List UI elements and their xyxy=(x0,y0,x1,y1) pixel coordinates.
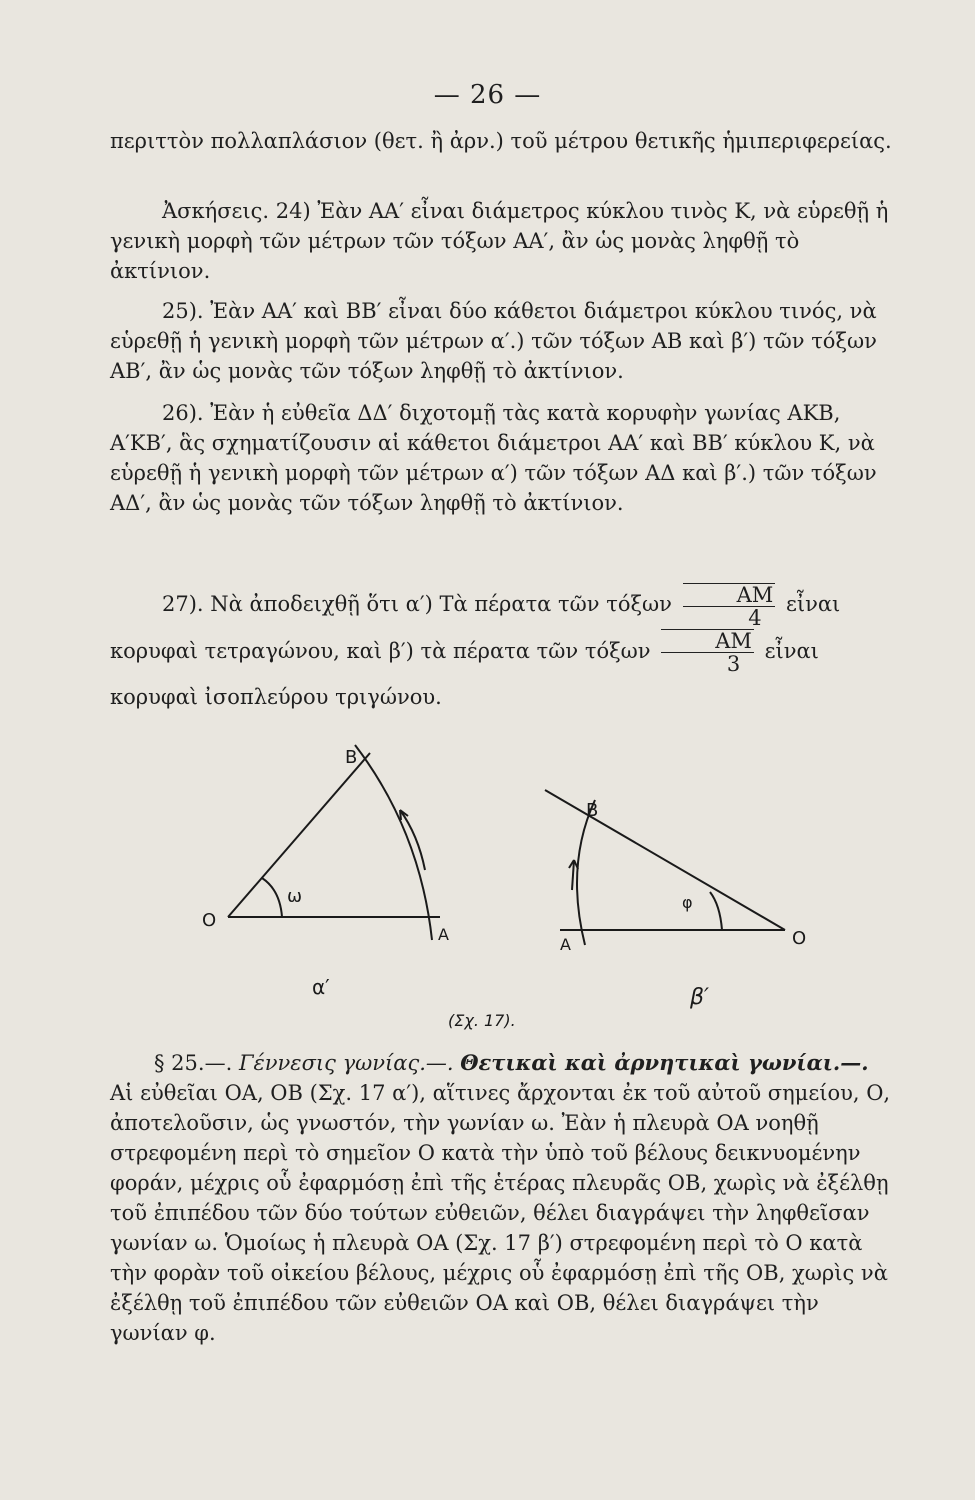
side-ob-b xyxy=(545,790,785,930)
fraction-am-3-denominator: 3 xyxy=(726,652,741,676)
label-omega: ω xyxy=(287,886,303,907)
angle-arc-phi xyxy=(710,892,722,930)
figure-17-b xyxy=(545,790,785,945)
label-a-a: A xyxy=(438,925,449,944)
caption-b: β′ xyxy=(690,985,710,1010)
direction-arrow-a xyxy=(400,810,425,870)
section-title: Γέννεσις γωνίας.—. xyxy=(238,1051,454,1075)
exercise-25: 25). Ἐὰν ΑΑ′ καὶ ΒΒ′ εἶναι δύο κάθετοι διάμετροι κύκλου τινός, νὰ εὑρεθῇ ἡ γενικὴ μορφὴ τῶν μέτρων α′.) τῶν τόξων ΑΒ καὶ β′) τῶν τόξων ΑΒ′, ἂν ὡς μονὰς τῶν τόξων ληφθῇ τὸ ἀκτίνιον. xyxy=(110,299,877,383)
section-body: Αἱ εὐθεῖαι ΟΑ, ΟΒ (Σχ. 17 α′), αἵτινες ἄρχονται ἐκ τοῦ αὐτοῦ σημείου, Ο, ἀποτελοῦσιν, ὡς γνωστόν, τὴν γωνίαν ω. Ἐὰν ἡ πλευρὰ ΟΑ νοηθῇ στρεφομένη περὶ τὸ σημεῖον Ο κατὰ τὴν ὑπὸ τοῦ βέλους δεικνυομένην φοράν, μέχρις οὗ ἐφαρμόσῃ ἐπὶ τῆς ἑτέρας πλευρᾶς ΟΒ, χωρὶς νὰ ἐξέλθῃ τοῦ ἐπιπέδου τῶν δύο τούτων εὐθειῶν, θέλει διαγράψει τὴν ληφθεῖσαν γωνίαν ω. Ὁμοίως ἡ πλευρὰ ΟΑ (Σχ. 17 β′) στρεφομένη περὶ τὸ Ο κατὰ τὴν φορὰν τοῦ οἰκείου βέλους, μέχρις οὗ ἐφαρμόσῃ ἐπὶ τῆς ΟΒ, χωρὶς νὰ ἐξέλθῃ τοῦ ἐπιπέδου τῶν εὐθειῶν ΟΑ καὶ ΟΒ, θέλει διαγράψει τὴν γωνίαν φ. xyxy=(110,1081,891,1345)
label-phi: φ xyxy=(682,893,693,912)
label-b-b: B xyxy=(586,800,599,821)
fraction-am-3-numerator: AM xyxy=(661,629,754,653)
figure-caption: (Σχ. 17). xyxy=(448,1011,516,1030)
paragraph-intro: περιττὸν πολλαπλάσιον (θετ. ἢ ἀρν.) τοῦ μέτρου θετικῆς ἡμιπεριφερείας. xyxy=(110,129,892,153)
arc-a xyxy=(355,745,432,940)
exercise-24: Ἀσκήσεις. 24) Ἐὰν ΑΑ′ εἶναι διάμετρος κύκλου τινὸς Κ, νὰ εὑρεθῇ ἡ γενικὴ μορφὴ τῶν μέτρων τῶν τόξων ΑΑ′, ἂν ὡς μονὰς ληφθῇ τὸ ἀκτίνιον. xyxy=(110,199,889,283)
exercise-27-part1: 27). Νὰ ἀποδειχθῇ ὅτι α′) Τὰ πέρατα τῶν τόξων xyxy=(162,592,672,616)
section-number: § 25.—. xyxy=(154,1051,233,1075)
exercise-26: 26). Ἐὰν ἡ εὐθεῖα ΔΔ′ διχοτομῇ τὰς κατὰ κορυφὴν γωνίας ΑΚΒ, Α′ΚΒ′, ἃς σχηματίζουσιν αἱ κάθετοι διάμετροι ΑΑ′ καὶ ΒΒ′ κύκλου Κ, νὰ εὑρεθῇ ἡ γενικὴ μορφὴ τῶν μέτρων α′) τῶν τόξων ΑΔ καὶ β′.) τῶν τόξων ΑΔ′, ἂν ὡς μονὰς τῶν τόξων ληφθῇ τὸ ἀκτίνιον. xyxy=(110,401,877,515)
label-o-a: O xyxy=(202,910,217,931)
label-a-b: A xyxy=(560,935,571,954)
exercise-27-part3: εἶναι κορυφαὶ ἰσοπλεύρου τριγώνου. xyxy=(110,638,819,709)
figure-17-a xyxy=(228,745,440,940)
caption-a: α′ xyxy=(312,975,330,999)
label-o-b: O xyxy=(792,928,807,949)
arc-b xyxy=(577,800,595,945)
exercise-27-part2: εἶναι κορυφαὶ τετραγώνου, καὶ β′) τὰ πέρατα τῶν τόξων xyxy=(110,592,841,663)
angle-arc-omega xyxy=(262,878,282,917)
fraction-am-4-denominator: 4 xyxy=(748,605,762,630)
page-number: — 26 — xyxy=(433,80,542,110)
section-25 xyxy=(110,1048,895,1348)
label-b-a: B xyxy=(345,747,358,768)
section-subtitle: Θετικαὶ καὶ ἀρνητικαὶ γωνίαι.—. xyxy=(460,1050,869,1075)
fraction-am-4-numerator: AM xyxy=(683,583,776,607)
